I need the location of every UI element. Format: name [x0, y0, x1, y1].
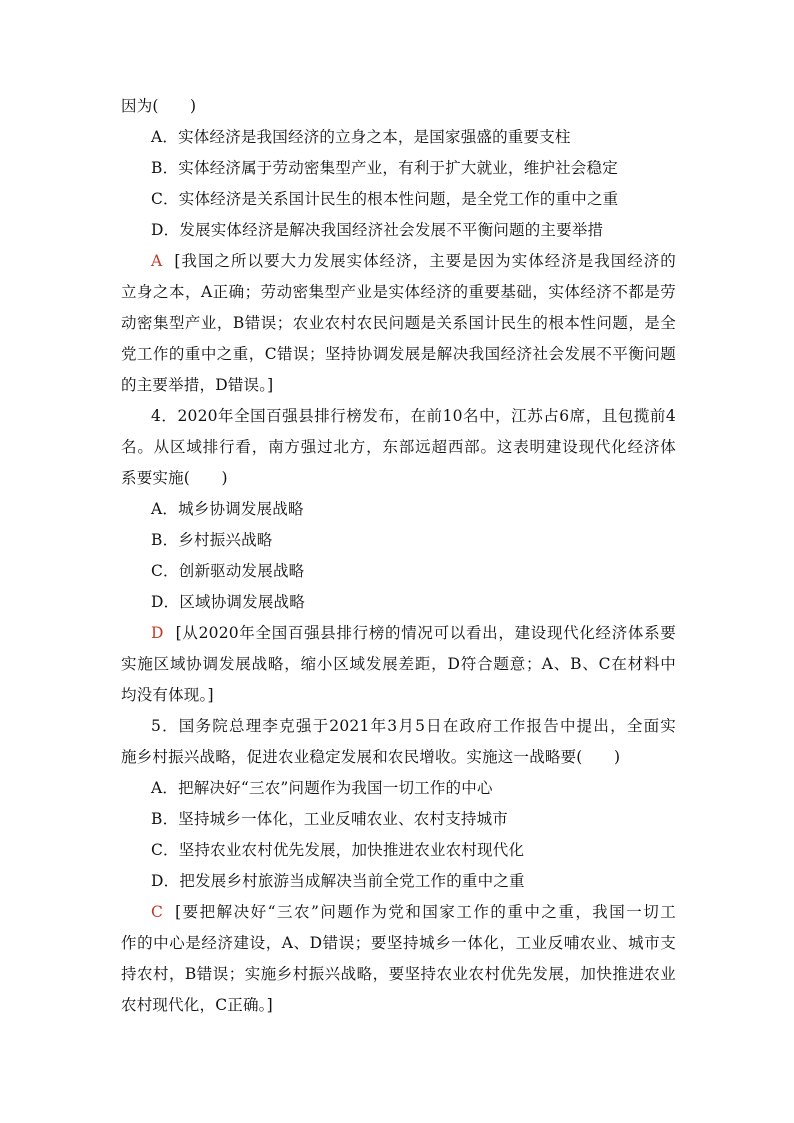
q5-answer-letter: C [151, 903, 164, 921]
q3-option-a: A．实体经济是我国经济的立身之本，是国家强盛的重要支柱 [151, 128, 571, 146]
q4-explanation-line-3: 均没有体现。] [121, 686, 214, 704]
document-page [121, 91, 676, 1021]
q5-option-b: B．坚持城乡一体化，工业反哺农业、农村支持城市 [151, 810, 508, 828]
q5-option-a: A．把解决好“三农”问题作为我国一切工作的中心 [151, 779, 493, 797]
q4-option-a: A．城乡协调发展战略 [151, 500, 304, 518]
q4-explanation-line-1 [121, 618, 676, 649]
q3-option-c: C．实体经济是关系国计民生的根本性问题，是全党工作的重中之重 [151, 190, 619, 208]
q3-option-b: B．实体经济属于劳动密集型产业，有利于扩大就业，维护社会稳定 [151, 159, 618, 177]
q4-option-c: C．创新驱动发展战略 [151, 562, 305, 580]
q4-explanation-text-1: [从2020年全国百强县排行榜的情况可以看出，建设现代化经济体系要 [175, 624, 676, 642]
q5-stem-line-1: 5．国务院总理李克强于2021年3月5日在政府工作报告中提出，全面实 [151, 717, 676, 735]
q5-explanation-line-1 [121, 897, 676, 928]
q5-stem-line-2: 施乡村振兴战略，促进农业稳定发展和农民增收。实施这一战略要( ) [121, 748, 621, 766]
q5-explanation-line-2: 作的中心是经济建设，A、D错误；要坚持城乡一体化，工业反哺农业、城市支 [121, 934, 676, 952]
q5-explanation-text-1: [要把解决好“三农”问题作为党和国家工作的重中之重，我国一切工 [175, 903, 676, 921]
q3-answer-letter: A [151, 252, 163, 270]
q4-option-b: B．乡村振兴战略 [151, 531, 273, 549]
q4-answer-letter: D [151, 624, 164, 642]
q3-option-d: D．发展实体经济是解决我国经济社会发展不平衡问题的主要举措 [151, 221, 604, 239]
q3-explanation-text-1: [我国之所以要大力发展实体经济，主要是因为实体经济是我国经济的 [174, 252, 676, 270]
q4-option-d: D．区域协调发展战略 [151, 593, 305, 611]
q3-explanation-line-3: 动密集型产业，B错误；农业农村农民问题是关系国计民生的根本性问题，是全 [121, 314, 676, 332]
q3-explanation-line-2: 立身之本，A正确；劳动密集型产业是实体经济的重要基础，实体经济不都是劳 [121, 283, 676, 301]
q3-stem-tail: 因为( ) [121, 97, 197, 115]
q3-explanation-line-5: 的主要举措，D错误。] [121, 376, 274, 394]
q3-explanation-line-4: 党工作的重中之重，C错误；坚持协调发展是解决我国经济社会发展不平衡问题 [121, 345, 676, 363]
q4-stem-line-1: 4．2020年全国百强县排行榜发布，在前10名中，江苏占6席，且包揽前4 [151, 407, 676, 425]
q5-option-c: C．坚持农业农村优先发展，加快推进农业农村现代化 [151, 841, 525, 859]
q5-option-d: D．把发展乡村旅游当成解决当前全党工作的重中之重 [151, 872, 525, 890]
q3-explanation-line-1 [121, 246, 676, 277]
q4-explanation-line-2: 实施区域协调发展战略，缩小区域发展差距，D符合题意；A、B、C在材料中 [121, 655, 676, 673]
q4-stem-line-3: 系要实施( ) [121, 469, 228, 487]
q5-explanation-line-3: 持农村，B错误；实施乡村振兴战略，要坚持农业农村优先发展，加快推进农业 [121, 965, 676, 983]
q5-explanation-line-4: 农村现代化，C正确。] [121, 996, 273, 1014]
q4-stem-line-2: 名。从区域排行看，南方强过北方，东部远超西部。这表明建设现代化经济体 [121, 438, 676, 456]
